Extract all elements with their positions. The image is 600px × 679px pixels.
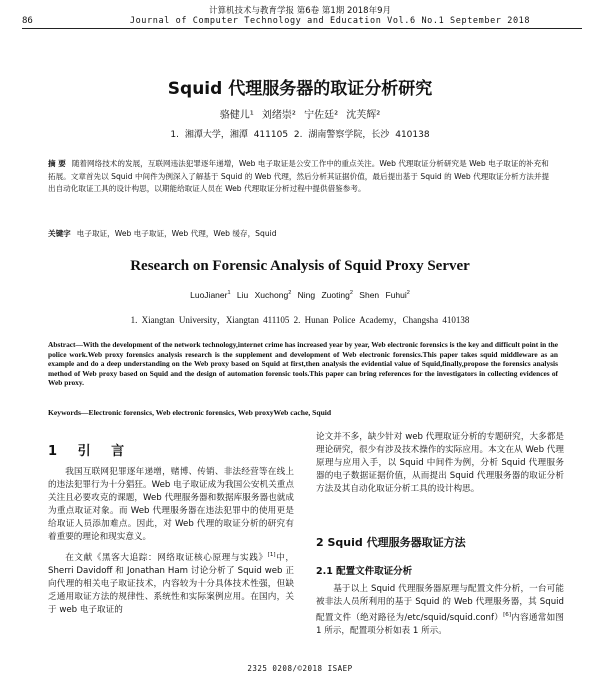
citation-1: [1] [267,551,276,558]
paper-title-cn: Squid 代理服务器的取证分析研究 [167,79,433,99]
keywords-en: Keywords—Electronic forensics, Web electronic forensics, Web proxyWeb cache, Squid [48,408,332,417]
right-column-continuation [316,431,564,496]
s21-after: 内容通常如图 1 所示，配置项分析如表 1 所示。 [316,613,564,637]
keywords-cn [48,228,556,239]
affiliations-cn: 1. 湘潭大学，湘潭 411105 2. 湖南警察学院，长沙 410138 [170,130,430,140]
author-en-2-mark: 2 [288,290,292,297]
keywords-cn-label: 关键字 [48,229,71,238]
section-2-1-body [316,583,564,638]
abstract-cn-text: 随着网络技术的发展，互联网违法犯罪逐年递增，Web 电子取证是公安工作中的重点关注。Web 代理取证分析研究是 Web 电子取证的补充和拓展。文章首先以 Squid 中间件为例深入了解基于 Squid 的 Web 代理，然后分析其证据价值，最后提出基于 Squid 的 Web 代理取证分析方法并提出自动化取证工具的设计构思，以期能给取证人员在 Web 代理取证分析过程中提供借鉴参考。 [48,159,550,193]
intro-p2-after: 中，Sherri Davidoff 和 Jonathan Ham 讨论分析了 Squid web 正向代理的相关电子取证技术，内容较为十分具体技术性强，但缺乏通用取证方法的规律性、系统性和实际案例应用。在国内，关于 web 电子取证的 [48,552,294,615]
author-en-2: Liu Xuchong [236,290,289,300]
abstract-cn [48,158,556,196]
affiliations-en: 1. Xiangtan University，Xiangtan 411105 2. Hunan Police Academy，Changsha 410138 [130,315,470,325]
section-1-title: 引 言 [77,444,133,459]
page-footer: 2325 0208/©2018 ISAEP [247,664,353,673]
author-en-3-mark: 2 [349,290,353,297]
author-en-3: Ning Zuoting [297,290,350,300]
page-number: 86 [22,16,33,26]
section-2-1-heading: 2.1 配置文件取证分析 [316,566,413,577]
header-rule [22,28,582,29]
s21-before: 基于以上 Squid 代理服务器原理与配置文件分析，一台可能被非法人员所利用的基于 Squid 的 Web 代理服务器，其 Squid 配置文件（绝对路径为/etc/squid/squid.conf） [316,584,564,624]
author-en-1: LuoJianer [190,290,228,300]
left-column-body [48,466,294,621]
author-en-1-mark: 1 [227,290,231,297]
citation-6: [6] [503,612,511,619]
keywords-cn-text: 电子取证，Web 电子取证，Web 代理，Web 缓存，Squid [76,229,277,238]
abstract-en: Abstract—With the development of the network technology,internet crime has increased year by year, Web electronic forensics is the key and difficult point in the police work.Web proxy forensics analysis research is the supplement and development of Web electronic forensics.This paper takes squid middleware as an example and do a deep understanding on the Web proxy based on Squid at first,then analysis the evidential value of Squid,finally,propose the forensics analysis method of Web proxy based on Squid and the design of automation forensic tools.This paper can bring references for the investigators in collecting evidences of Web proxy. [48,340,558,388]
paper-title-en: Research on Forensic Analysis of Squid Proxy Server [130,258,470,274]
section-1-number: 1 [48,444,66,459]
author-en-4-mark: 2 [406,290,410,297]
section-2-heading: 2 Squid 代理服务器取证方法 [316,536,466,549]
intro-paragraph-continued: 论文并不多，缺少针对 web 代理取证分析的专题研究，大多都是理论研究，很少有涉及技术操作的实际应用。本文在从 Web 代理原理与应用入手，以 Squid 中间件为例，分析 Squid 代理服务器的电子数据证据价值，从而提出 Squid 代理服务器的取证分析方法及其自动化取证分析工具的设计构思。 [316,432,564,495]
intro-p2-before: 在文献《黑客大追踪：网络取证核心原理与实践》 [65,552,268,563]
intro-paragraph-2 [48,549,294,617]
section-2-1-paragraph [316,583,564,638]
running-header-en: Journal of Computer Technology and Education Vol.6 No.1 September 2018 [129,16,531,26]
running-header-cn: 计算机技术与教育学报 第6卷 第1期 2018年9月 [209,6,391,16]
author-en-4: Shen Fuhui [359,290,407,300]
authors-cn: 骆健儿¹ 刘绪崇² 宁佐廷² 沈芙辉² [219,110,381,121]
abstract-cn-label: 摘 要 [48,159,66,168]
authors-en [0,290,600,300]
intro-paragraph-1: 我国互联网犯罪逐年递增，赌博、传销、非法经营等在线上的违法犯罪行为十分猖狂。Web 电子取证成为我国公安机关重点关注且必要攻克的课题，Web 代理服务器和数据库服务器也就成为重点取证对象。而 Web 代理服务器在违法犯罪中的使用更是给取证人员添加难点。因此，对 Web 代理的取证分析的研究有着重要的理论和现实意义。 [48,467,294,543]
section-1-heading [48,440,132,459]
